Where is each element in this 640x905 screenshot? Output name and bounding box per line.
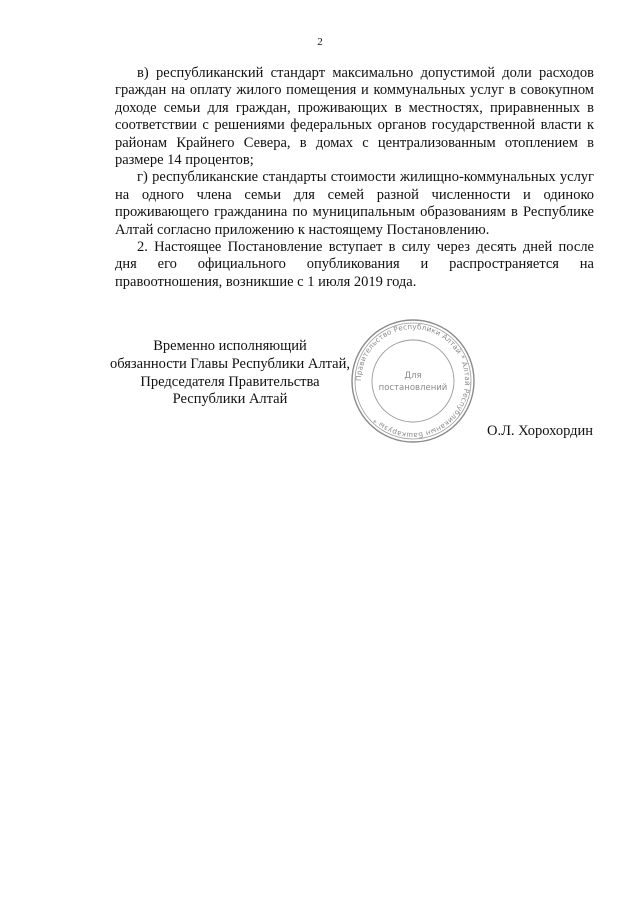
signatory-name: О.Л. Хорохордин [487, 423, 594, 439]
page-number: 2 [317, 36, 323, 48]
stamp-center-line-2: постановлений [378, 383, 448, 393]
stamp-ring-text: Правительство Республики Алтай * Алтай Республиканын Башкарузы * [353, 321, 473, 441]
paragraph-v: в) республиканский стандарт максимально допустимой доли расходов граждан на оплату жилого помещения и коммунальных услуг в совокупном доходе семьи для граждан, проживающих в местностях, приравненных в соответствии с решениями федеральных органов государственной власти к районам Крайнего Севера, в домах с централизованным отоплением в размере 14 процентов; [115, 65, 594, 169]
signatory-title-line-2: обязанности Главы Республики Алтай, [110, 355, 350, 372]
official-seal-stamp [348, 316, 478, 446]
signatory-title-line-3: Председателя Правительства [140, 373, 320, 390]
signatory-title-line-4: Республики Алтай [172, 391, 288, 408]
paragraph-2: 2. Настоящее Постановление вступает в силу через десять дней после дня его официального опубликования и распространяется на правоотношения, возникшие с 1 июля 2019 года. [115, 239, 594, 290]
signatory-title-line-1: Временно исполняющий [153, 338, 307, 354]
signature-block [105, 338, 355, 409]
paragraph-g: г) республиканские стандарты стоимости жилищно-коммунальных услуг на одного члена семьи для семей разной численности и одиноко проживающего гражданина по муниципальным образованиям в Республике Алтай согласно приложению к настоящему Постановлению. [115, 169, 594, 238]
document-body [115, 65, 594, 291]
stamp-center-line-1: Для [404, 371, 422, 381]
